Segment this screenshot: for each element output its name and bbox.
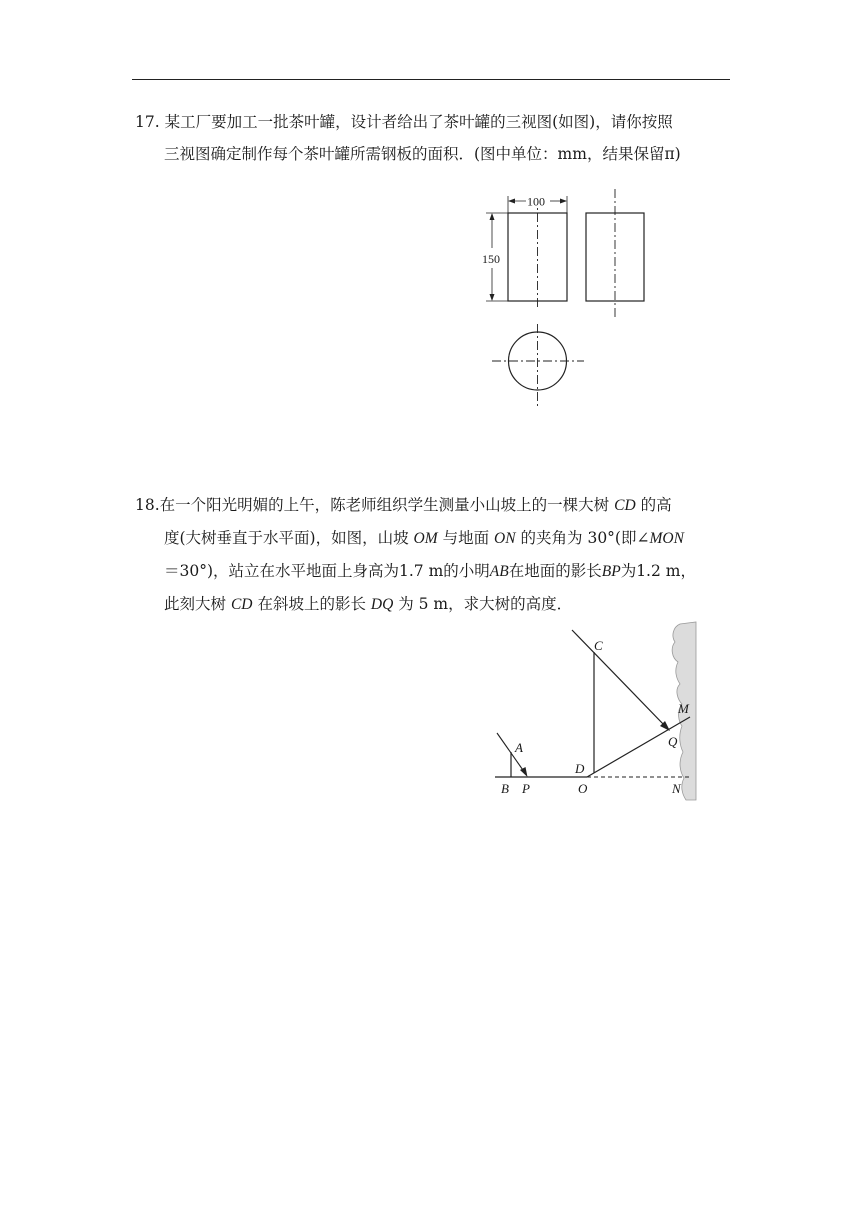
shadow-label-dq: DQ [370,596,394,613]
tree-label-cd-2: CD [230,596,253,613]
question-18-line-1 [135,489,735,522]
header-rule [132,79,730,80]
question-18-number: 18. [135,496,160,514]
question-17-text-1: 某工厂要加工一批茶叶罐，设计者给出了茶叶罐的三视图(如图)，请你按照 [164,113,673,131]
shadow-label-bp: BP [601,563,621,580]
sun-ray-cq [572,630,666,727]
width-dim-arrow-right [560,199,567,204]
question-18-text-1-end: 的高 [640,496,672,514]
point-q-label: Q [668,734,678,749]
height-dim-arrow-top [490,213,495,220]
point-p-label: P [522,781,530,796]
question-18-text-4c: 为 5 m，求大树的高度． [398,595,573,613]
question-17-number: 17. [135,113,160,131]
question-18-line-4 [135,588,735,621]
width-label: 100 [527,194,545,209]
tree-label-cd: CD [614,497,636,514]
point-n-label: N [672,781,681,796]
sun-ray-ap-arrow [520,767,528,777]
point-b-label: B [501,781,509,796]
angle-label-mon: MON [649,530,684,547]
point-o-label: O [578,781,588,796]
question-18-line-3 [135,555,735,588]
question-17-line-1 [135,106,735,138]
width-dim-arrow-left [508,199,515,204]
question-18-text-2b: 与地面 [442,529,490,547]
question-18 [135,489,735,621]
question-18-text-2a: 度(大树垂直于水平面)，如图，山坡 [164,529,409,547]
question-18-text-3a: ＝30°)，站立在水平地面上身高为1.7 m的小明 [164,562,490,580]
three-view-figure [470,186,670,421]
question-18-text-2c: 的夹角为 30°(即∠ [520,529,650,547]
height-label: 150 [482,252,500,266]
point-a-label: A [515,740,523,755]
ground-label-on: ON [494,530,516,547]
question-18-text-1: 在一个阳光明媚的上午，陈老师组织学生测量小山坡上的一棵大树 [159,496,610,514]
slope-label-om: OM [413,530,438,547]
question-17 [135,106,735,170]
person-label-ab: AB [489,563,509,580]
question-18-text-4b: 在斜坡上的影长 [257,595,366,613]
point-m-label: M [678,701,689,716]
height-dim-arrow-bottom [490,294,495,301]
point-c-label: C [594,638,603,653]
question-17-line-2: 三视图确定制作每个茶叶罐所需钢板的面积．(图中单位：mm，结果保留π) [164,145,681,163]
question-18-line-2 [135,522,735,555]
slope-tree-figure [490,622,700,804]
question-18-text-3b: 在地面的影长 [508,562,602,580]
question-18-text-3c: 为1.2 m， [620,562,696,580]
point-d-label: D [575,761,585,776]
question-18-text-4a: 此刻大树 [164,595,227,613]
